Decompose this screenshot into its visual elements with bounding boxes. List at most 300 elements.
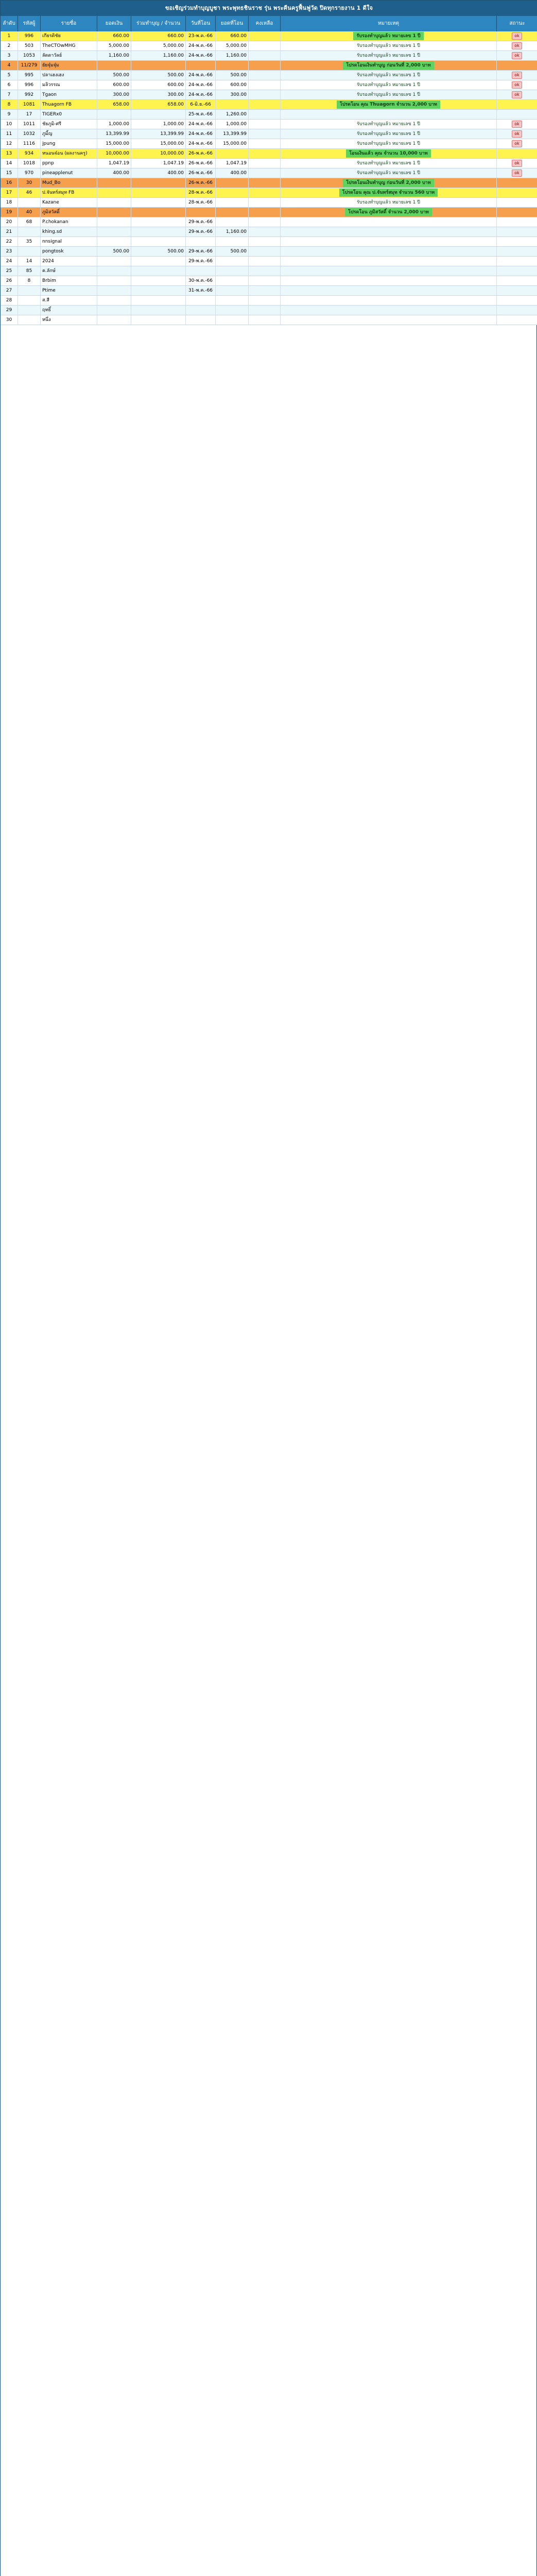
cell-no: 22 [1,237,18,246]
table-row [1,315,537,325]
note-text: รับรองทำบุญแล้ว หมายเลข 1 ปี [357,131,420,137]
cell-name: jpung [41,139,97,148]
cell-status [497,41,537,50]
cell-amount: 500.00 [97,71,131,80]
table-row [1,198,537,208]
cell-status [497,168,537,178]
cell-date [186,266,216,276]
cell-amount: 1,000.00 [97,120,131,129]
cell-name: P.chokanan [41,217,97,227]
cell-bal [249,306,281,315]
note-text: รับรองทำบุญแล้ว หมายเลข 1 ปี [357,200,420,205]
cell-bal [249,217,281,227]
cell-paid [216,257,249,266]
cell-name: ppnp [41,159,97,168]
cell-bal [249,198,281,207]
cell-note [281,257,497,266]
cell-amount: 658.00 [97,100,131,109]
cell-amount [97,315,131,325]
cell-no: 16 [1,178,18,188]
cell-name: Thuagorn FB [41,100,97,109]
table-row [1,296,537,306]
cell-date: 24-พ.ค.-66 [186,129,216,139]
cell-bal [249,31,281,41]
cell-status [497,71,537,80]
cell-paid [216,266,249,276]
cell-paid: 500.00 [216,247,249,256]
cell-name: ปลาเฮงเฮง [41,71,97,80]
cell-amount: 5,000.00 [97,41,131,50]
cell-no: 21 [1,227,18,236]
cell-date: 24-พ.ค.-66 [186,139,216,148]
cell-no: 14 [1,159,18,168]
cell-note [281,208,497,217]
cell-bal [249,139,281,148]
cell-name: TIGERx0 [41,110,97,119]
cell-name: Ptime [41,286,97,295]
cell-paid: 1,047.19 [216,159,249,168]
cell-code: 68 [18,217,41,227]
cell-date: 26-พ.ค.-66 [186,149,216,158]
cell-amount [97,110,131,119]
cell-date [186,306,216,315]
cell-amount: 400.00 [97,168,131,178]
cell-code [18,306,41,315]
cell-note [281,276,497,285]
cell-note [281,227,497,236]
cell-date [186,315,216,325]
cell-bal [249,315,281,325]
cell-no: 19 [1,208,18,217]
status-badge: ok [512,130,522,138]
cell-note [281,247,497,256]
cell-paid [216,296,249,305]
cell-no: 5 [1,71,18,80]
cell-date: 24-พ.ค.-66 [186,120,216,129]
cell-note [281,159,497,168]
cell-share [131,276,186,285]
cell-name: Brbim [41,276,97,285]
cell-amount [97,198,131,207]
note-text: โปรดโอนเงินทำบุญ ก่อนวันที่ 2,000 บาท [343,179,434,187]
cell-name: pineapplenut [41,168,97,178]
cell-date: 31-พ.ค.-66 [186,286,216,295]
header-code: รหัสผู้ [18,16,41,31]
cell-note [281,217,497,227]
cell-note [281,120,497,129]
table-row [1,129,537,139]
cell-code: 1018 [18,159,41,168]
cell-code: 934 [18,149,41,158]
table-row [1,276,537,286]
cell-share [131,208,186,217]
cell-amount: 600.00 [97,80,131,90]
table-row [1,80,537,90]
cell-date [186,61,216,70]
cell-status [497,120,537,129]
cell-code [18,227,41,236]
cell-bal [249,286,281,295]
cell-share: 10,000.00 [131,149,186,158]
cell-bal [249,208,281,217]
cell-note [281,168,497,178]
cell-bal [249,227,281,236]
header-date: วันที่โอน [186,16,216,31]
cell-status [497,100,537,109]
cell-bal [249,237,281,246]
cell-status [497,149,537,158]
note-text: รับรองทำบุญแล้ว หมายเลข 1 ปี [357,53,420,58]
cell-code: 46 [18,188,41,197]
cell-code: 17 [18,110,41,119]
cell-no: 10 [1,120,18,129]
cell-amount: 15,000.00 [97,139,131,148]
cell-code: 996 [18,80,41,90]
cell-paid: 660.00 [216,31,249,41]
cell-note [281,129,497,139]
cell-amount [97,296,131,305]
cell-no: 13 [1,149,18,158]
cell-share: 600.00 [131,80,186,90]
header-status: สถานะ [509,21,525,26]
cell-paid: 1,260.00 [216,110,249,119]
table-row [1,247,537,257]
cell-name: TheCTOwMHG [41,41,97,50]
cell-amount: 1,047.19 [97,159,131,168]
table-row [1,286,537,296]
cell-note [281,188,497,197]
cell-code: 995 [18,71,41,80]
cell-note [281,315,497,325]
cell-share [131,61,186,70]
cell-no: 27 [1,286,18,295]
cell-note [281,31,497,41]
cell-bal [249,178,281,188]
cell-name: 2024 [41,257,97,266]
note-text: โปรดโอน คุณ Thuagorn จำนวน 2,000 บาท [337,100,440,109]
cell-share: 500.00 [131,71,186,80]
cell-status [497,306,537,315]
cell-status [497,198,537,207]
cell-date [186,237,216,246]
cell-no: 30 [1,315,18,325]
cell-code [18,286,41,295]
status-badge: ok [512,160,522,167]
cell-name: มลิวรรณ [41,80,97,90]
cell-amount: 660.00 [97,31,131,41]
table-row [1,31,537,41]
cell-status [497,139,537,148]
cell-status [497,178,537,188]
note-text: รับรองทำบุญแล้ว หมายเลข 1 ปี [357,82,420,88]
cell-status [497,296,537,305]
table-row [1,110,537,120]
cell-name: ป.จันทร์สมุท FB [41,188,97,197]
table-row [1,188,537,198]
cell-no: 17 [1,188,18,197]
cell-amount [97,286,131,295]
cell-no: 1 [1,31,18,41]
cell-bal [249,276,281,285]
cell-name: หนอนจ๋อน (ผลงานครู) [41,149,97,158]
table-row [1,306,537,315]
cell-note [281,90,497,99]
cell-status [497,217,537,227]
cell-status [497,208,537,217]
cell-date: 24-พ.ค.-66 [186,41,216,50]
cell-code: 996 [18,31,41,41]
cell-note [281,61,497,70]
donation-rows [1,31,537,2576]
cell-bal [249,129,281,139]
cell-status [497,237,537,246]
cell-share [131,315,186,325]
cell-share [131,188,186,197]
cell-no: 18 [1,198,18,207]
cell-no: 7 [1,90,18,99]
cell-amount [97,61,131,70]
cell-bal [249,257,281,266]
table-row [1,100,537,110]
cell-paid: 15,000.00 [216,139,249,148]
table-row [1,168,537,178]
cell-amount [97,237,131,246]
cell-name: pongtosk [41,247,97,256]
cell-no: 28 [1,296,18,305]
table-row [1,120,537,129]
cell-share [131,257,186,266]
cell-status [497,110,537,119]
cell-paid [216,315,249,325]
cell-status [497,286,537,295]
cell-paid [216,286,249,295]
cell-share [131,237,186,246]
cell-status [497,159,537,168]
cell-bal [249,51,281,60]
table-row [1,227,537,237]
header-paid: ยอดที่โอน [216,16,249,31]
cell-share [131,286,186,295]
cell-status [497,257,537,266]
cell-share: 658.00 [131,100,186,109]
cell-code: 1032 [18,129,41,139]
note-text: โอนเงินแล้ว คุณ จำนวน 10,000 บาท [346,149,430,158]
cell-date: 29-พ.ค.-66 [186,227,216,236]
cell-code [18,315,41,325]
cell-note [281,139,497,148]
cell-date: 26-พ.ค.-66 [186,159,216,168]
note-text: รับรองทำบุญแล้ว หมายเลข 1 ปี [357,43,420,48]
status-badge: ok [512,81,522,89]
cell-code: 1011 [18,120,41,129]
cell-note [281,237,497,246]
cell-no: 9 [1,110,18,119]
cell-code: 1116 [18,139,41,148]
status-badge: ok [512,52,522,59]
cell-share: 5,000.00 [131,41,186,50]
cell-bal [249,159,281,168]
cell-amount: 13,399.99 [97,129,131,139]
cell-note [281,51,497,60]
cell-no: 29 [1,306,18,315]
cell-date: 25-พ.ค.-66 [186,110,216,119]
cell-date: 6-มิ.ย.-66 [186,100,216,109]
cell-code: 30 [18,178,41,188]
cell-name: ชัยภูมิ-ศรี [41,120,97,129]
cell-note [281,41,497,50]
cell-paid: 5,000.00 [216,41,249,50]
cell-status [497,247,537,256]
table-row [1,217,537,227]
cell-date: 24-พ.ค.-66 [186,90,216,99]
cell-bal [249,41,281,50]
cell-amount [97,276,131,285]
cell-status [497,315,537,325]
cell-status [497,90,537,99]
cell-share [131,110,186,119]
cell-no: 20 [1,217,18,227]
cell-name: Tgaon [41,90,97,99]
cell-no: 11 [1,129,18,139]
cell-no: 15 [1,168,18,178]
cell-no: 24 [1,257,18,266]
cell-code: 14 [18,257,41,266]
status-badge: ok [512,91,522,98]
cell-paid: 400.00 [216,168,249,178]
cell-date: 26-พ.ค.-66 [186,168,216,178]
cell-bal [249,71,281,80]
table-row [1,149,537,159]
table-row [1,71,537,80]
cell-share [131,306,186,315]
cell-code: 11/279 [18,61,41,70]
cell-amount: 500.00 [97,247,131,256]
cell-no: 2 [1,41,18,50]
cell-bal [249,90,281,99]
cell-share [131,217,186,227]
cell-bal [249,168,281,178]
cell-paid: 500.00 [216,71,249,80]
cell-note [281,71,497,80]
cell-amount: 10,000.00 [97,149,131,158]
cell-name: ภูมิสวัสดิ์ [41,208,97,217]
note-text: โปรดโอน คุณ ป.จันทร์สมุท จำนวน 560 บาท [339,189,438,197]
cell-paid: 13,399.99 [216,129,249,139]
cell-date: 29-พ.ค.-66 [186,247,216,256]
cell-code: 40 [18,208,41,217]
header-balance: คงเหลือ [249,16,281,31]
cell-note [281,286,497,295]
cell-note [281,110,497,119]
cell-amount [97,208,131,217]
cell-code: 85 [18,266,41,276]
status-badge: ok [512,140,522,147]
cell-date: 24-พ.ค.-66 [186,80,216,90]
cell-name: ภูมิ้ญ [41,129,97,139]
cell-code: 992 [18,90,41,99]
cell-no: 8 [1,100,18,109]
status-badge: ok [512,32,522,40]
cell-paid: 300.00 [216,90,249,99]
cell-share [131,227,186,236]
table-row [1,178,537,188]
sheet-title: ขอเชิญร่วมทำบุญบูชา พระพุทธชินราช รุ่น พระคืนครูฟื้นฟูวัด ปิดทุกรายงาน 1 ดีใจ [1,1,537,16]
cell-code [18,296,41,305]
table-row [1,266,537,276]
note-text: รับรองทำบุญแล้ว หมายเลข 1 ปี [357,73,420,78]
cell-note [281,306,497,315]
cell-paid: 1,000.00 [216,120,249,129]
cell-name: ลัดดาวัลย์ [41,51,97,60]
cell-amount [97,306,131,315]
cell-date: 23-พ.ค.-66 [186,31,216,41]
cell-date [186,296,216,305]
note-text: รับรองทำบุญแล้ว หมายเลข 1 ปี [357,122,420,127]
table-row [1,208,537,217]
cell-amount [97,188,131,197]
cell-bal [249,110,281,119]
cell-paid [216,178,249,188]
cell-name: เกียรติชัย [41,31,97,41]
cell-paid: 600.00 [216,80,249,90]
cell-share: 13,399.99 [131,129,186,139]
cell-amount [97,227,131,236]
table-row [1,51,537,61]
table-row [1,61,537,71]
note-text: รับรองทำบุญแล้ว หมายเลข 1 ปี [357,141,420,146]
cell-name: Mud_Bo [41,178,97,188]
table-row [1,257,537,266]
cell-paid: 1,160.00 [216,51,249,60]
cell-amount [97,257,131,266]
cell-paid [216,100,249,109]
note-text: รับรองทำบุญแล้ว หมายเลข 1 ปี [357,171,420,176]
cell-paid [216,217,249,227]
cell-date: 29-พ.ค.-66 [186,217,216,227]
cell-bal [249,149,281,158]
cell-date: 26-พ.ค.-66 [186,178,216,188]
cell-paid [216,306,249,315]
cell-name: ฤทธิ์ [41,306,97,315]
cell-name: ค.ลักษ์ [41,266,97,276]
cell-paid [216,149,249,158]
cell-share: 660.00 [131,31,186,41]
cell-amount: 300.00 [97,90,131,99]
cell-no: 3 [1,51,18,60]
header-share: ร่วมทำบุญ / จำนวน [131,16,186,31]
cell-share: 15,000.00 [131,139,186,148]
cell-bal [249,296,281,305]
cell-share [131,198,186,207]
cell-note [281,178,497,188]
cell-status [497,51,537,60]
cell-code [18,198,41,207]
cell-share [131,266,186,276]
cell-bal [249,247,281,256]
cell-paid [216,188,249,197]
cell-amount [97,178,131,188]
note-text: รับรองทำบุญแล้ว หมายเลข 1 ปี [357,92,420,97]
status-badge: ok [512,121,522,128]
cell-status [497,276,537,285]
cell-paid: 1,160.00 [216,227,249,236]
cell-date: 29-พ.ค.-66 [186,257,216,266]
cell-date: 28-พ.ค.-66 [186,188,216,197]
cell-note [281,266,497,276]
cell-paid [216,237,249,246]
cell-no: 6 [1,80,18,90]
cell-code: 970 [18,168,41,178]
